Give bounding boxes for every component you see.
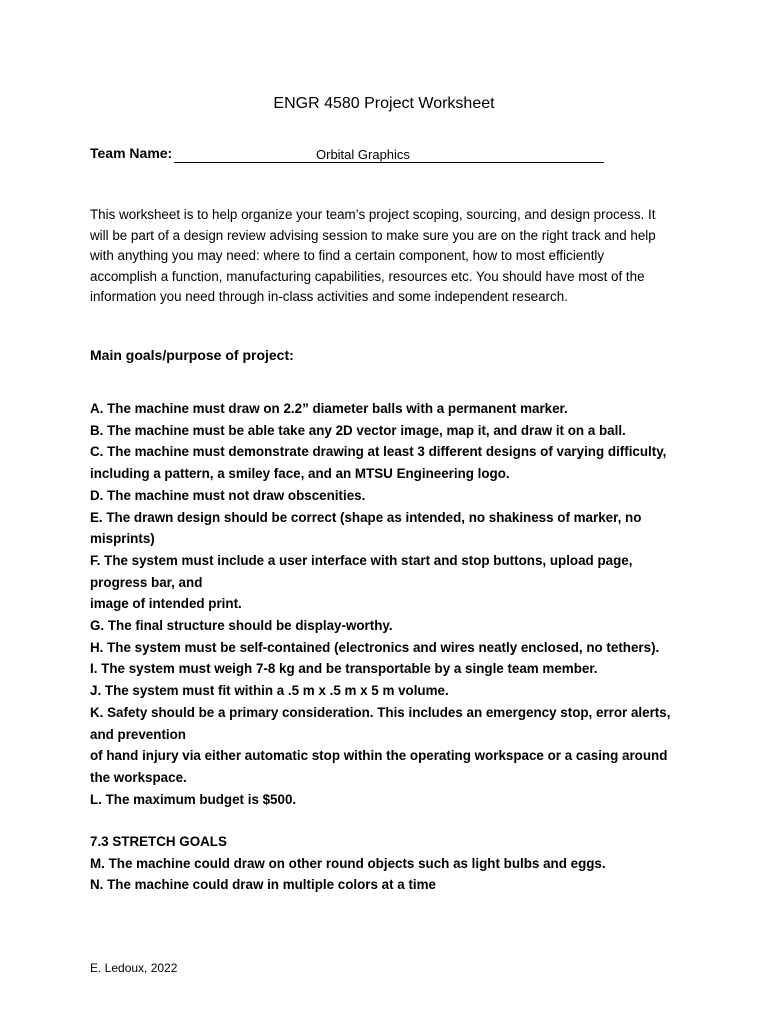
goal-line: progress bar, and bbox=[90, 574, 203, 590]
team-name-label: Team Name: bbox=[90, 145, 173, 161]
intro-line: information you need through in-class activities and some independent research. bbox=[90, 289, 568, 304]
goal-line: C. The machine must demonstrate drawing at least 3 different designs of varying difficulty, bbox=[90, 444, 667, 460]
goal-line: of hand injury via either automatic stop within the operating workspace or a casing around bbox=[90, 748, 668, 764]
goals-list bbox=[90, 398, 710, 810]
goal-line: F. The system must include a user interface with start and stop buttons, upload page, bbox=[90, 552, 633, 568]
intro-line: will be part of a design review advising session to make sure you are on the right track and help bbox=[90, 227, 656, 243]
goal-line: image of intended print. bbox=[90, 596, 242, 612]
goal-line: including a pattern, a smiley face, and an MTSU Engineering logo. bbox=[90, 466, 510, 482]
goals-heading: Main goals/purpose of project: bbox=[90, 347, 294, 363]
goal-line: the workspace. bbox=[90, 769, 187, 785]
stretch-goal-line: N. The machine could draw in multiple colors at a time bbox=[90, 877, 436, 893]
goal-line: misprints) bbox=[90, 531, 155, 547]
intro-paragraph bbox=[90, 205, 690, 308]
goal-line: H. The system must be self-contained (electronics and wires neatly enclosed, no tethers). bbox=[90, 639, 660, 655]
goal-line: K. Safety should be a primary consideration. This includes an emergency stop, error alerts, bbox=[90, 704, 671, 720]
goal-line: B. The machine must be able take any 2D vector image, map it, and draw it on a ball. bbox=[90, 422, 626, 438]
intro-line: This worksheet is to help organize your team’s project scoping, sourcing, and design process. It bbox=[90, 207, 656, 222]
intro-line: with anything you may need: where to find a certain component, how to most efficiently bbox=[90, 248, 605, 263]
page-title: ENGR 4580 Project Worksheet bbox=[273, 95, 495, 112]
goal-line: A. The machine must draw on 2.2” diameter balls with a permanent marker. bbox=[90, 401, 568, 416]
intro-line: accomplish a function, manufacturing capabilities, resources etc. You should have most of the bbox=[90, 268, 645, 284]
goal-line: L. The maximum budget is $500. bbox=[90, 791, 297, 807]
stretch-goals bbox=[90, 831, 710, 896]
stretch-goals-heading: 7.3 STRETCH GOALS bbox=[90, 834, 227, 849]
goal-line: J. The system must fit within a .5 m x .5 m x 5 m volume. bbox=[90, 683, 449, 699]
goal-line: E. The drawn design should be correct (shape as intended, no shakiness of marker, no bbox=[90, 509, 642, 525]
goal-line: D. The machine must not draw obscenities. bbox=[90, 487, 366, 503]
footer-credit: E. Ledoux, 2022 bbox=[90, 961, 178, 975]
goal-line: G. The final structure should be display-worthy. bbox=[90, 618, 393, 634]
stretch-goal-line: M. The machine could draw on other round objects such as light bulbs and eggs. bbox=[90, 855, 606, 871]
goal-line: and prevention bbox=[90, 726, 186, 742]
goal-line: I. The system must weigh 7-8 kg and be transportable by a single team member. bbox=[90, 661, 598, 677]
team-name-value: Orbital Graphics bbox=[316, 147, 410, 162]
